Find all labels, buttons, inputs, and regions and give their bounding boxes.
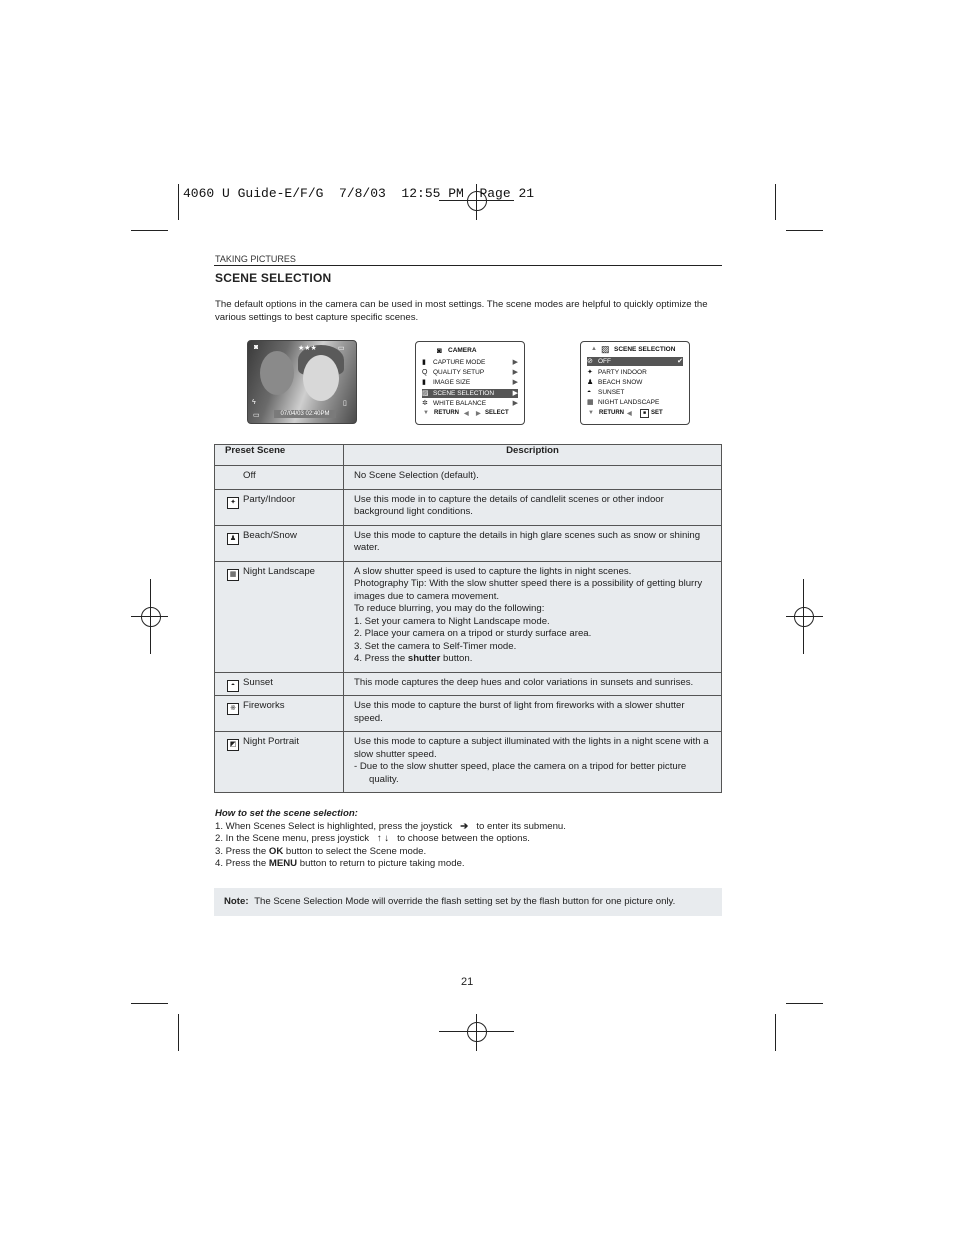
sunset-icon: ◓ [587, 389, 592, 396]
step-text: to enter its submenu. [476, 820, 566, 832]
description-line: A slow shutter speed is used to capture the lights in night scenes. [354, 565, 632, 577]
quality-stars-icon: ★★★ [298, 345, 317, 352]
scene-name: Off [243, 470, 256, 481]
arrow-right-icon: ▶ [476, 411, 481, 417]
crop-mark [178, 184, 179, 220]
arrow-right-icon: ▶ [512, 400, 518, 407]
scene-name-cell [215, 561, 344, 672]
table-row [215, 696, 722, 732]
scene-name-cell [215, 672, 344, 696]
scene-name-cell [215, 489, 344, 525]
arrow-up-icon: ▲ [591, 346, 597, 352]
registration-mark-bottom [476, 1014, 477, 1051]
arrow-right-icon: ➔ [460, 820, 469, 832]
card-icon: ▯ [343, 400, 347, 407]
scene-menu-set[interactable]: SET [651, 410, 663, 416]
battery-icon: ▭ [338, 345, 345, 352]
menu-item-label: CAPTURE MODE [433, 359, 486, 366]
flash-icon: ϟ [252, 399, 256, 406]
camera-menu-item-scene-selection[interactable] [422, 389, 518, 398]
crop-mark [178, 1014, 179, 1051]
registration-mark-left [150, 579, 151, 654]
camera-menu-item-capture-mode[interactable] [422, 358, 518, 367]
scene-menu-item-beach-snow[interactable] [587, 378, 683, 387]
howto-step [215, 833, 721, 846]
party-icon: ✦ [227, 497, 239, 509]
scene-menu-return[interactable]: RETURN [599, 410, 624, 416]
scene-name-cell [215, 525, 344, 561]
scene-name: Beach/Snow [243, 529, 297, 541]
arrow-right-icon: ▶ [512, 359, 518, 366]
camera-menu-item-quality-setup[interactable] [422, 368, 518, 377]
arrow-right-icon: ▶ [512, 379, 518, 386]
scene-menu-item-night-landscape[interactable] [587, 398, 683, 407]
intro-paragraph: The default options in the camera can be used in most settings. The scene modes are helpful to quickly optimize the various settings to best capture specific scenes. [215, 299, 708, 323]
night-landscape-icon: ▦ [227, 569, 239, 581]
section-tag: TAKING PICTURES [215, 254, 296, 264]
description-line: To reduce blurring, you may do the following: [354, 603, 545, 614]
step-text: button to select the Scene mode. [283, 845, 427, 857]
scene-name: Night Portrait [243, 736, 299, 747]
howto-step [215, 821, 721, 834]
step-text: 1. When Scenes Select is highlighted, press the joystick [215, 820, 453, 832]
menu-item-label: PARTY INDOOR [598, 369, 647, 376]
lcd-preview-photo [247, 340, 357, 424]
camera-menu-screen [415, 341, 525, 425]
page-title: SCENE SELECTION [215, 271, 332, 285]
scene-name-cell [215, 696, 344, 732]
table-row [215, 466, 722, 490]
scene-description: No Scene Selection (default). [344, 466, 722, 490]
description-line: Use this mode to capture a subject illuminated with the lights in a night scene with a slow shutter speed. [354, 736, 709, 760]
scene-icon: ▨ [422, 390, 429, 397]
table-header-scene: Preset Scene [215, 445, 344, 466]
registration-mark-right [794, 607, 814, 627]
photo-subject [260, 351, 294, 395]
arrow-down-icon: ▼ [423, 410, 429, 416]
scene-description [344, 561, 722, 672]
scene-menu-screen [580, 341, 690, 425]
crop-mark [131, 230, 168, 231]
table-row [215, 525, 722, 561]
scene-name-cell [215, 732, 344, 793]
image-size-icon: ▮ [422, 379, 426, 386]
menu-item-label: WHITE BALANCE [433, 400, 487, 407]
howto-step [215, 846, 721, 859]
fireworks-icon: ※ [227, 703, 239, 715]
step-bold: shutter [407, 653, 441, 664]
camera-menu-item-white-balance[interactable] [422, 399, 518, 408]
camera-menu-select[interactable]: SELECT [485, 410, 509, 416]
party-icon: ✦ [587, 369, 593, 376]
registration-mark-bottom [467, 1022, 487, 1042]
print-header: 4060 U Guide-E/F/G 7/8/03 12:55 PM Page 21 [183, 186, 535, 201]
beach-icon: ♟ [227, 533, 239, 545]
crop-mark [786, 1003, 823, 1004]
table-row [215, 489, 722, 525]
scene-name: Party/Indoor [243, 493, 296, 505]
registration-mark-right [786, 616, 823, 617]
howto-section [215, 808, 721, 871]
lcd-datetime: 07/04/03 02:40PM [274, 410, 336, 418]
scene-name: Sunset [243, 676, 273, 688]
capture-mode-icon: ▮ [422, 359, 426, 366]
howto-heading: How to set the scene selection: [215, 808, 358, 819]
table-header-row [215, 445, 722, 466]
registration-mark-left [141, 607, 161, 627]
description-step [354, 653, 711, 666]
menu-item-label: SCENE SELECTION [433, 390, 495, 397]
camera-icon: ◙ [254, 344, 259, 351]
step-text: 3. Press the [215, 845, 269, 857]
description-step: 2. Place your camera on a tripod or sturdy surface area. [354, 628, 592, 639]
crop-mark [775, 184, 776, 220]
beach-icon: ♟ [587, 379, 594, 386]
step-bold: MENU [268, 858, 298, 870]
step-text: 2. In the Scene menu, press joystick [215, 833, 370, 845]
step-text: button. [440, 653, 473, 664]
scene-name: Fireworks [243, 700, 285, 711]
scene-menu-item-off[interactable] [587, 357, 683, 366]
off-icon: ⊘ [587, 358, 593, 365]
registration-mark-right [803, 579, 804, 654]
camera-menu-return[interactable]: RETURN [434, 410, 459, 416]
scene-description: Use this mode in to capture the details of candlelit scenes or other indoor background light conditions. [344, 489, 722, 525]
step-text: button to return to picture taking mode. [297, 858, 465, 870]
camera-icon: ◙ [437, 346, 442, 355]
scene-description: Use this mode to capture the details in high glare scenes such as snow or shining water. [344, 525, 722, 561]
table-header-description: Description [344, 445, 722, 466]
header-rule [214, 265, 722, 266]
description-line: Photography Tip: With the slow shutter speed there is a possibility of getting blurry images due to camera movement. [354, 578, 703, 602]
crop-mark [131, 1003, 168, 1004]
note-label: Note: [224, 896, 249, 907]
table-row [215, 561, 722, 672]
note-text: The Scene Selection Mode will override the flash setting set by the flash button for one picture only. [254, 896, 676, 907]
table-row [215, 732, 722, 793]
photo-subject [303, 355, 339, 401]
step-bold: OK [268, 845, 284, 857]
scene-description: This mode captures the deep hues and color variations in sunsets and sunrises. [344, 672, 722, 696]
table-row [215, 672, 722, 696]
scene-menu-item-sunset[interactable] [587, 388, 683, 397]
camera-menu-item-image-size[interactable] [422, 378, 518, 387]
arrow-down-icon: ▼ [588, 410, 594, 416]
menu-item-label: SUNSET [598, 389, 625, 396]
scene-description [344, 732, 722, 793]
sunset-icon: ◓ [227, 680, 239, 692]
crop-mark [786, 230, 823, 231]
arrow-left-icon: ◀ [627, 411, 632, 417]
scene-menu-item-party-indoor[interactable] [587, 368, 683, 377]
page-number: 21 [461, 976, 474, 988]
arrow-left-icon: ◀ [464, 411, 469, 417]
camera-menu-title: CAMERA [448, 347, 477, 354]
menu-item-label: IMAGE SIZE [433, 379, 471, 386]
menu-item-label: OFF [598, 358, 611, 365]
menu-item-label: NIGHT LANDSCAPE [598, 399, 660, 406]
arrow-up-down-icon: ↑ ↓ [376, 833, 390, 845]
night-landscape-icon: ▦ [587, 399, 594, 406]
scene-name: Night Landscape [243, 565, 316, 577]
scene-name-cell [215, 466, 344, 490]
arrow-right-icon: ▶ [512, 390, 518, 397]
checkmark-icon: ✔ [677, 358, 683, 365]
scene-menu-title: SCENE SELECTION [614, 346, 676, 353]
note-box [214, 888, 722, 916]
white-balance-icon: ✲ [422, 400, 428, 407]
scene-table [214, 444, 722, 793]
quality-icon: Q [422, 369, 428, 376]
frame-icon: ▭ [253, 412, 260, 419]
step-text: to choose between the options. [397, 833, 530, 845]
scene-icon: ▨ [601, 344, 610, 354]
description-bullet: - Due to the slow shutter speed, place the camera on a tripod for better picture quality. [354, 761, 687, 785]
crop-mark [775, 1014, 776, 1051]
night-portrait-icon: ◩ [227, 739, 239, 751]
arrow-right-icon: ▶ [512, 369, 518, 376]
description-step: 1. Set your camera to Night Landscape mode. [354, 615, 550, 627]
menu-item-label: QUALITY SETUP [433, 369, 485, 376]
howto-step [215, 858, 721, 871]
ok-icon: ■ [640, 409, 649, 418]
description-step: 3. Set the camera to Self-Timer mode. [354, 640, 517, 652]
step-text: 4. Press the [215, 858, 269, 870]
scene-description: Use this mode to capture the burst of light from fireworks with a slower shutter speed. [344, 696, 722, 732]
menu-item-label: BEACH SNOW [598, 379, 643, 386]
step-text: 4. Press the [354, 653, 408, 664]
